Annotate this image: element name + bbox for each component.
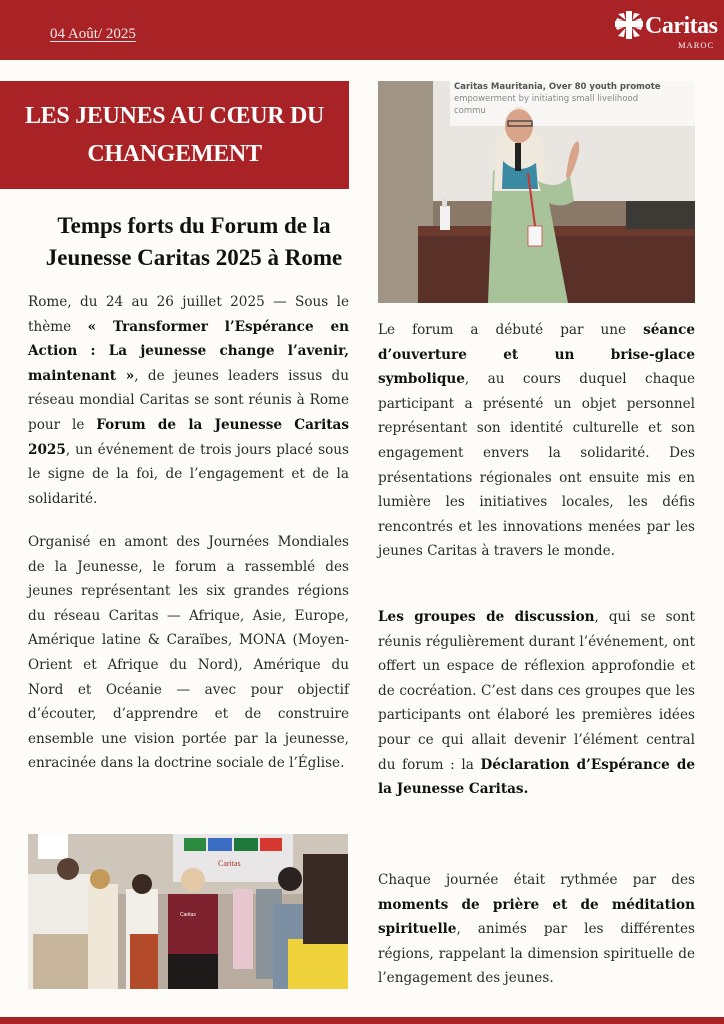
article-subtitle xyxy=(24,210,364,274)
group-prayer-photo xyxy=(28,834,348,989)
text: , de jeunes leaders issus du réseau mondial Caritas se sont réunis à Rome pour le xyxy=(28,367,349,433)
speaker-photo-illustration xyxy=(378,81,695,303)
caritas-logo xyxy=(612,8,718,52)
text: , qui se sont réunis régulièrement durant l’événement, ont offert un espace de réflexion approfondie et de cocréation. C’est dans ces groupes que les participants ont élaboré les premières idées pour ce qui allait devenir l’élément central du forum : la xyxy=(378,609,695,773)
paragraph-regions xyxy=(28,530,349,776)
footer-bar xyxy=(0,1017,724,1024)
paragraph-prayer xyxy=(378,868,695,991)
header-bar xyxy=(0,0,724,60)
discussion-groups-emphasis: Les groupes de discussion xyxy=(378,609,595,625)
headline-banner xyxy=(0,81,349,189)
paragraph-intro xyxy=(28,290,349,511)
text: Le forum a débuté par une xyxy=(378,322,644,338)
prayer-emphasis: moments de prière et de méditation spirituelle xyxy=(378,896,695,938)
caritas-cross-flame-icon xyxy=(614,10,644,40)
issue-date: 04 Août/ 2025 xyxy=(50,26,136,42)
text: Organisé en amont des Journées Mondiales de la Jeunesse, le forum a rassemblé des jeunes représentant les six grandes régions du réseau Caritas — Afrique, Asie, Europe, Amérique latine & Caraïbes, MONA (Moyen-Orient et Afrique du Nord), Amérique du Nord et Océanie — avec pour objectif d’écouter, d’apprendre et de construire ensemble une vision portée par la jeunesse, enracinée dans la doctrine sociale de l’Église. xyxy=(28,534,349,772)
text: Rome, du 24 au 26 juillet 2025 — Sous le thème xyxy=(28,294,349,335)
declaration-emphasis: Déclaration d’Espérance de la Jeunesse Caritas. xyxy=(378,756,695,798)
text: , animés par les différentes régions, rappelant la dimension spirituelle de l’engagement des jeunes. xyxy=(378,921,695,987)
opening-session-emphasis: séance d’ouverture et un brise-glace symbolique xyxy=(378,322,695,388)
screen-text-line-2: empowerment by initiating small livelihood xyxy=(454,94,639,104)
screen-text-line-1: Caritas Mauritania, Over 80 youth promote xyxy=(454,82,661,92)
subtitle-line-1: Temps forts du Forum de la xyxy=(57,213,331,238)
logo-subtitle: MAROC xyxy=(678,40,715,50)
group-photo-illustration xyxy=(28,834,348,989)
paragraph-opening-session xyxy=(378,318,695,564)
forum-name-emphasis: Forum de la Jeunesse Caritas 2025 xyxy=(28,416,349,458)
screen-text-line-3: commu xyxy=(454,106,486,116)
text: Chaque journée était rythmée par des xyxy=(378,872,695,888)
paragraph-discussion-groups xyxy=(378,605,695,802)
text: , au cours duquel chaque participant a présenté un objet personnel représentant son identité culturelle et son engagement envers la solidarité. Des présentations régionales ont ensuite mis en lumière les initiatives locales, les défis rencontrés et les innovations menées par les jeunes Caritas à travers le monde. xyxy=(378,371,695,560)
headline-line-1: LES JEUNES AU CŒUR DU xyxy=(24,103,325,129)
theme-emphasis: « Transformer l’Espérance en Action : La jeunesse change l’avenir, maintenant » xyxy=(28,318,349,384)
text: , un événement de trois jours placé sous le signe de la foi, de l’engagement et de la solidarité. xyxy=(28,441,349,507)
headline-line-2: CHANGEMENT xyxy=(87,141,262,167)
logo-wordmark: Caritas xyxy=(645,13,718,39)
subtitle-line-2: Jeunesse Caritas 2025 à Rome xyxy=(45,245,343,270)
speaker-photo xyxy=(378,81,695,303)
shirt-caritas-text: Caritas xyxy=(180,912,196,918)
screen-caritas-text: Caritas xyxy=(218,859,241,868)
